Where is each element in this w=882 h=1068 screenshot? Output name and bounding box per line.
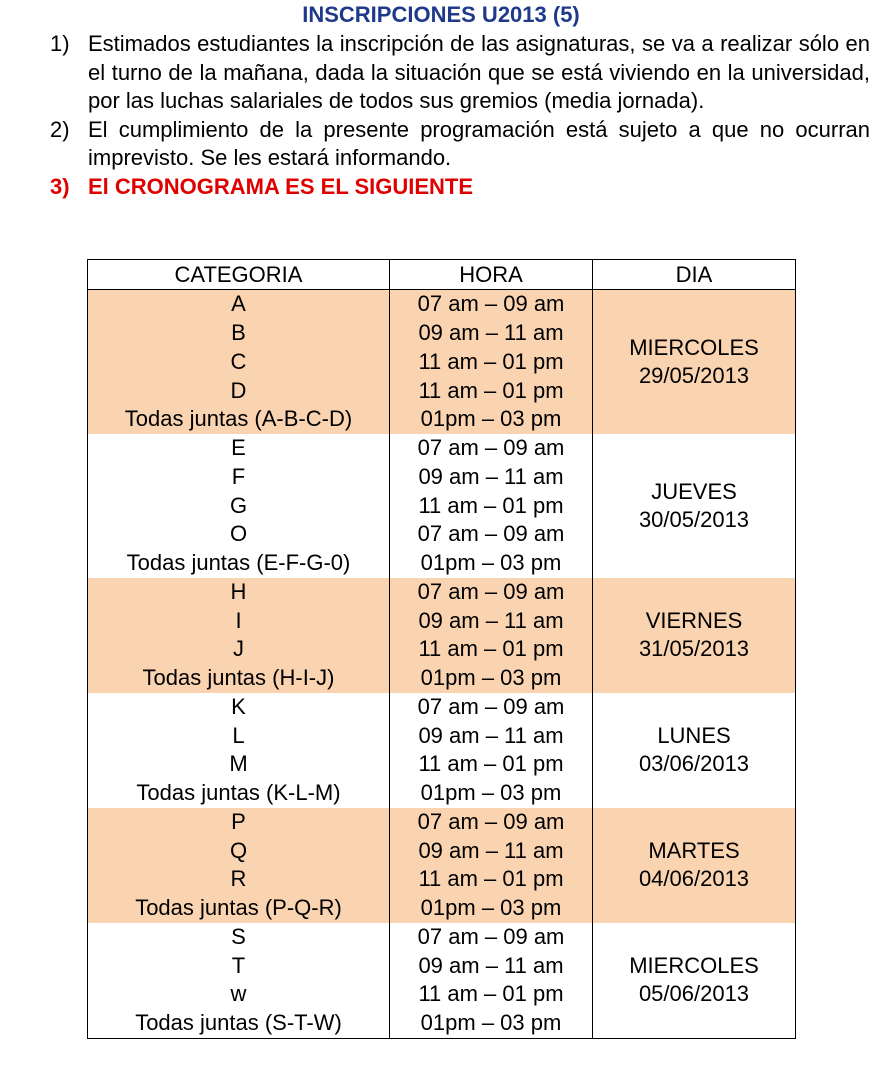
header-dia: DIA [593,260,796,290]
category-cell: D [88,376,390,405]
hora-cell: 01pm – 03 pm [390,664,593,693]
table-row [88,434,796,463]
hora-cell: 07 am – 09 am [390,693,593,722]
day-name: MARTES [648,838,740,863]
dia-cell [593,923,796,1039]
category-cell: S [88,923,390,952]
category-cell: H [88,578,390,607]
day-name: VIERNES [645,608,743,633]
hora-cell: 09 am – 11 am [390,951,593,980]
dia-cell [593,578,796,693]
category-cell: Todas juntas (H-I-J) [88,664,390,693]
hora-cell: 01pm – 03 pm [390,549,593,578]
day-date: 04/06/2013 [638,866,750,891]
hora-cell: 07 am – 09 am [390,434,593,463]
hora-cell: 07 am – 09 am [390,808,593,837]
day-name: LUNES [657,723,731,748]
hora-cell: 01pm – 03 pm [390,894,593,923]
hora-cell: 11 am – 01 pm [390,376,593,405]
note-text: Estimados estudiantes la inscripción de las asignaturas, se va a realizar sólo en el turno de la mañana, dada la situación que se está viviendo en la universidad, por las luchas salariales de todos sus gremios (media jornada). [88,31,870,113]
category-cell: P [88,808,390,837]
category-cell: R [88,865,390,894]
note-item [50,30,870,116]
category-cell: M [88,750,390,779]
note-number: 2) [50,116,70,142]
category-cell: B [88,319,390,348]
hora-cell: 09 am – 11 am [390,463,593,492]
category-cell: J [88,635,390,664]
hora-cell: 11 am – 01 pm [390,491,593,520]
hora-cell: 07 am – 09 am [390,520,593,549]
hora-cell: 11 am – 01 pm [390,348,593,377]
note-text: El CRONOGRAMA ES EL SIGUIENTE [88,173,474,199]
dia-cell [593,693,796,808]
table-row [88,290,796,319]
note-text: El cumplimiento de la presente programación está sujeto a que no ocurran imprevisto. Se les estará informando. [88,116,870,170]
category-cell: Todas juntas (E-F-G-0) [88,549,390,578]
day-date: 30/05/2013 [638,506,750,532]
day-name: MIERCOLES [629,953,759,978]
hora-cell: 09 am – 11 am [390,319,593,348]
schedule-table [87,259,796,1039]
category-cell: E [88,434,390,463]
dia-cell [593,290,796,434]
category-cell: T [88,951,390,980]
hora-cell: 01pm – 03 pm [390,779,593,808]
hora-cell: 07 am – 09 am [390,290,593,319]
hora-cell: 09 am – 11 am [390,836,593,865]
hora-cell: 11 am – 01 pm [390,865,593,894]
hora-cell: 11 am – 01 pm [390,750,593,779]
category-cell: Todas juntas (K-L-M) [88,779,390,808]
day-date: 05/06/2013 [638,981,750,1006]
hora-cell: 09 am – 11 am [390,606,593,635]
hora-cell: 09 am – 11 am [390,721,593,750]
category-cell: F [88,463,390,492]
page-title: INSCRIPCIONES U2013 (5) [302,2,580,27]
note-item [50,116,870,173]
category-cell: Q [88,836,390,865]
category-cell: Todas juntas (P-Q-R) [88,894,390,923]
table-row [88,808,796,837]
category-cell: Todas juntas (A-B-C-D) [88,405,390,434]
dia-cell [593,434,796,578]
dia-cell [593,808,796,923]
table-row [88,578,796,607]
notes-list [50,30,870,201]
hora-cell: 11 am – 01 pm [390,635,593,664]
note-number: 3) [50,173,70,199]
day-date: 29/05/2013 [638,362,750,388]
day-date: 03/06/2013 [638,751,750,776]
schedule-body [88,290,796,1039]
category-cell: I [88,606,390,635]
note-number: 1) [50,31,70,56]
table-header-row [88,260,796,290]
category-cell: A [88,290,390,319]
category-cell: w [88,980,390,1009]
day-date: 31/05/2013 [638,636,750,661]
day-name: JUEVES [651,478,737,504]
hora-cell: 07 am – 09 am [390,578,593,607]
category-cell: L [88,721,390,750]
header-categoria: CATEGORIA [88,260,390,290]
category-cell: G [88,491,390,520]
table-row [88,923,796,952]
hora-cell: 11 am – 01 pm [390,980,593,1009]
category-cell: O [88,520,390,549]
hora-cell: 07 am – 09 am [390,923,593,952]
day-name: MIERCOLES [629,334,759,360]
table-row [88,693,796,722]
category-cell: K [88,693,390,722]
hora-cell: 01pm – 03 pm [390,1009,593,1038]
hora-cell: 01pm – 03 pm [390,405,593,434]
note-item-highlight [50,173,870,202]
category-cell: Todas juntas (S-T-W) [88,1009,390,1038]
category-cell: C [88,348,390,377]
header-hora: HORA [390,260,593,290]
